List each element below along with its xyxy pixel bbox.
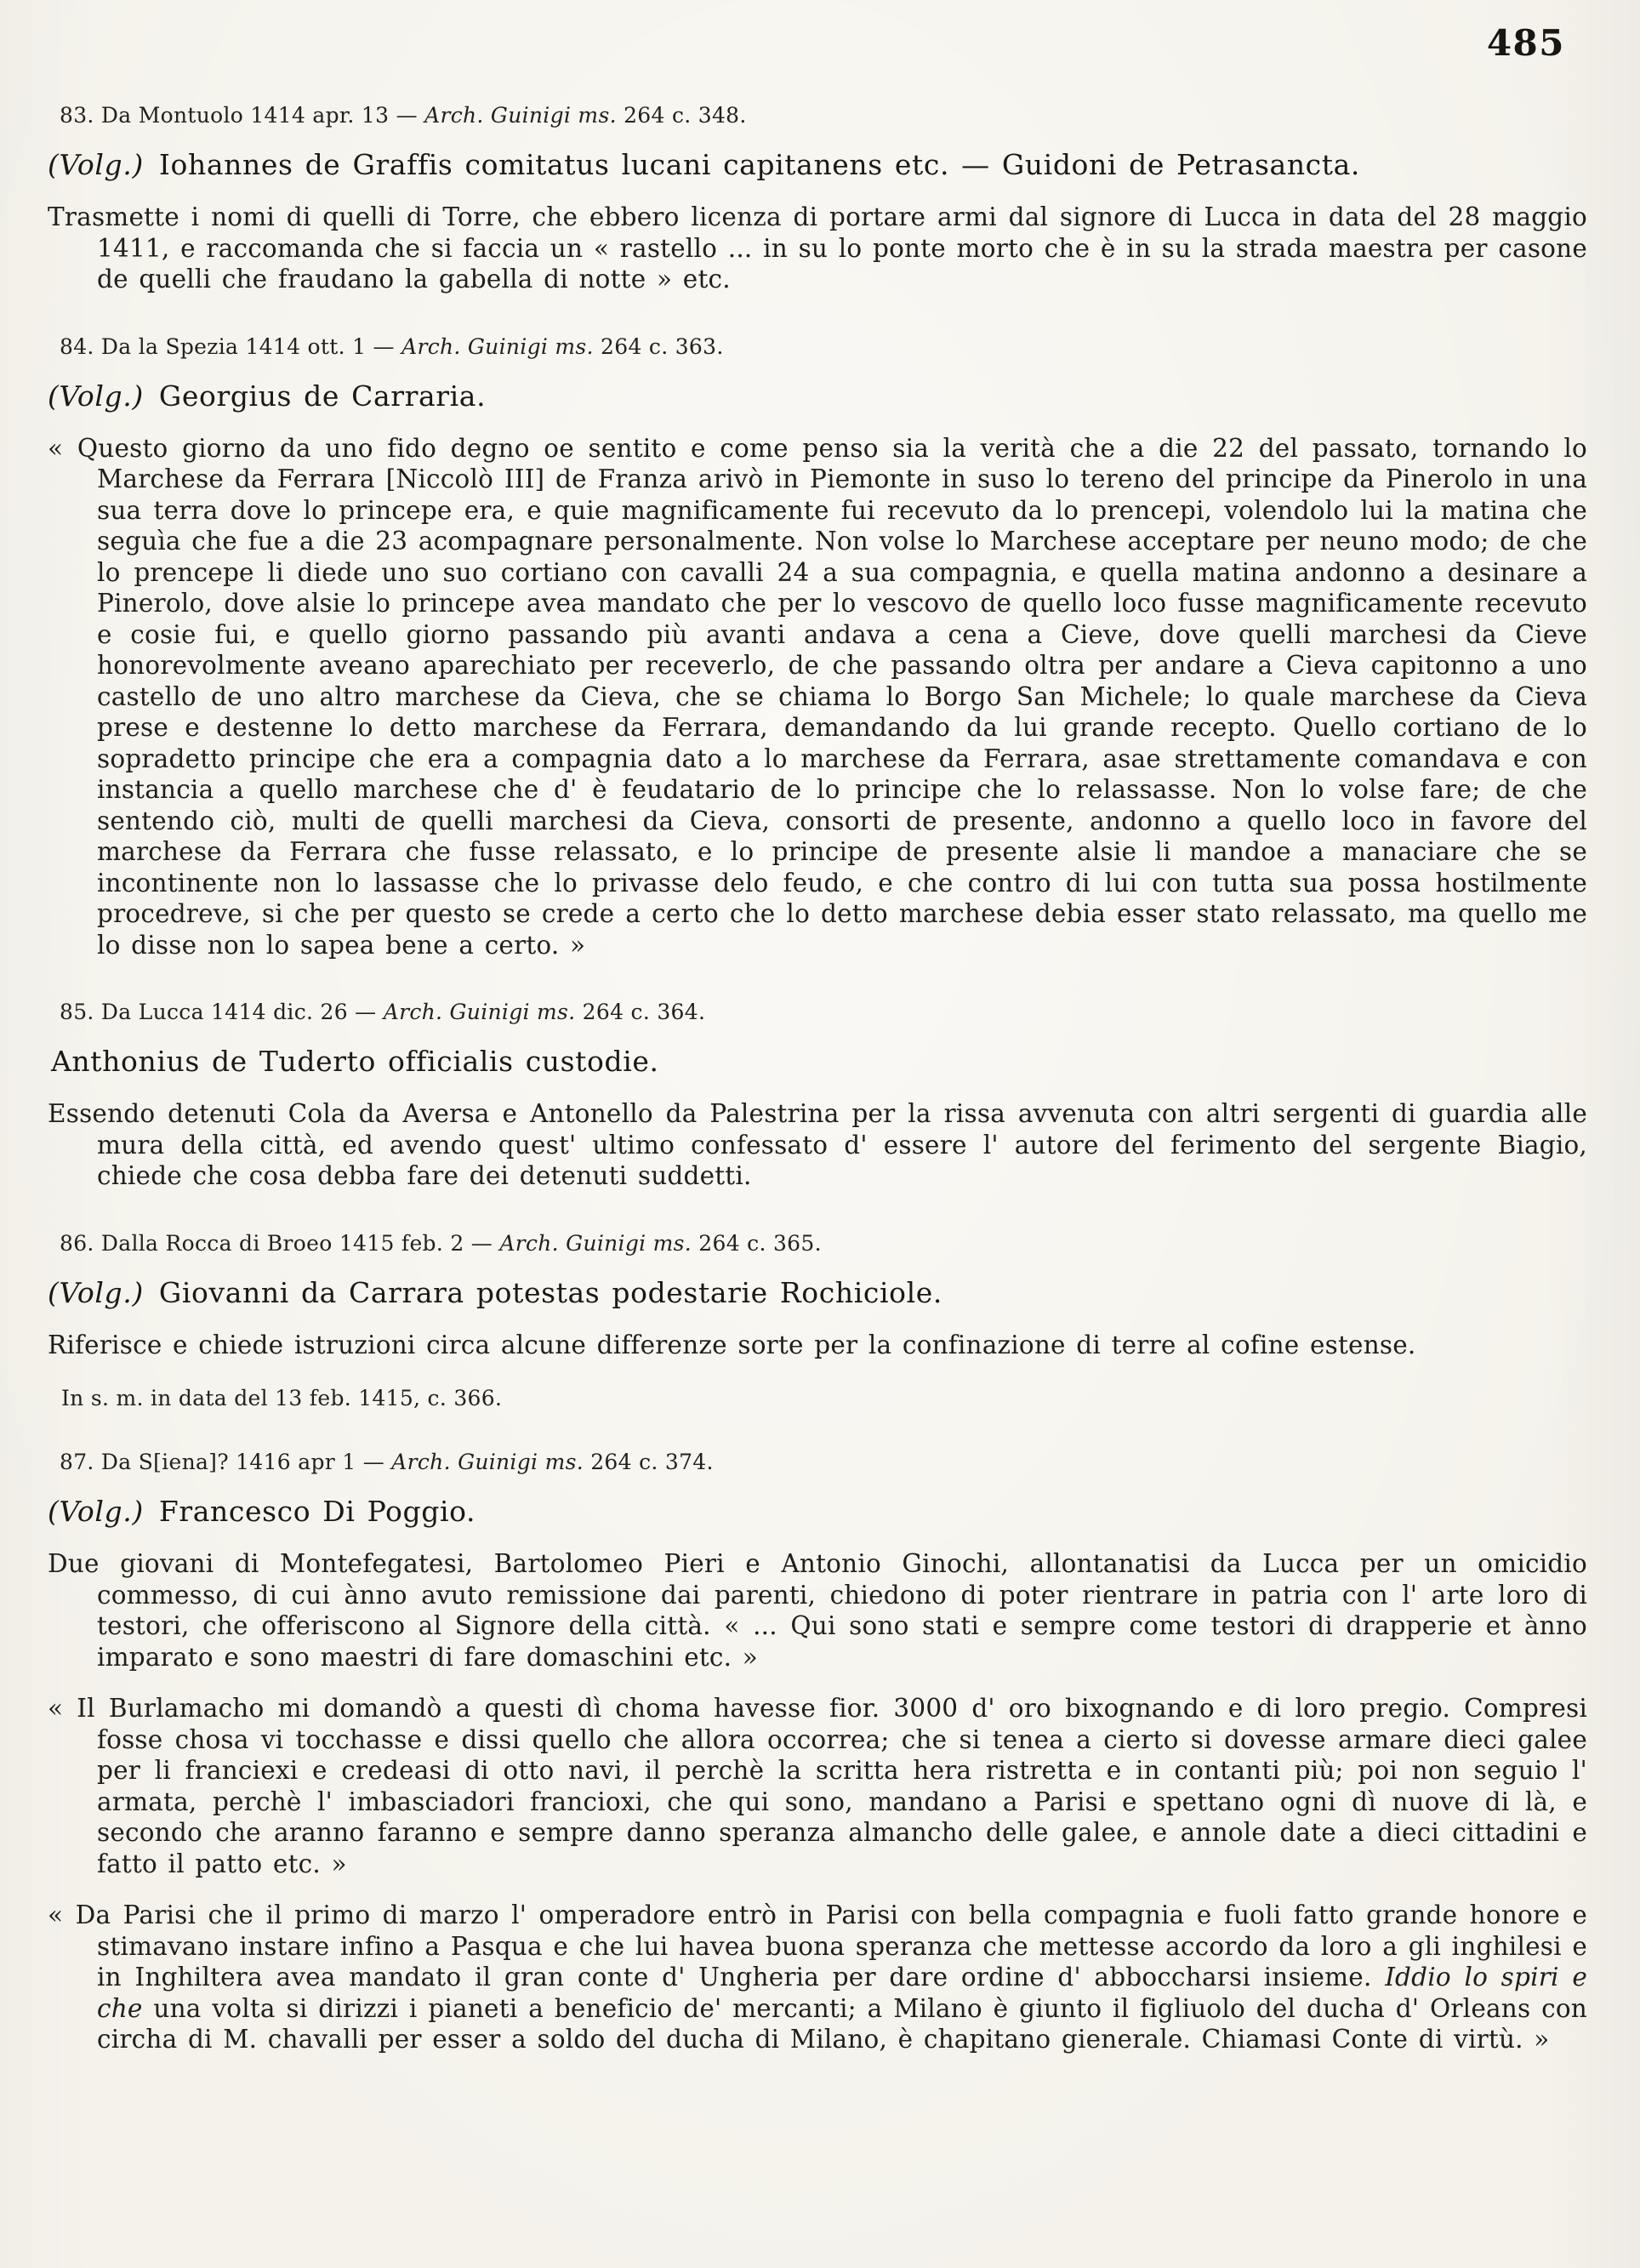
entry-title-text: Anthonius de Tuderto officialis custodie.: [51, 1045, 659, 1078]
archive-reference: Arch. Guinigi ms.: [424, 103, 617, 128]
volg-label: (Volg.): [48, 148, 144, 181]
entry-paragraph: [48, 1900, 1587, 2055]
entry-paragraph: Riferisce e chiede istruzioni circa alcune differenze sorte per la confinazione di terre al cofine estense.: [48, 1330, 1416, 1359]
entry-header: [48, 334, 1587, 359]
entry-header-ref: 264 c. 374.: [583, 1450, 714, 1474]
entry-paragraph: Essendo detenuti Cola da Aversa e Antonello da Palestrina per la rissa avvenuta con altri sergenti di guardia alle mura della città, ed avendo quest' ultimo confessato d' essere l' autore del ferimento del sergente Biagio, chiede che cosa debba fare dei detenuti suddetti.: [48, 1099, 1587, 1190]
entry-87: [48, 1450, 1587, 2055]
entry-header-text: 84. Da la Spezia 1414 ott. 1 —: [60, 333, 402, 359]
entry-header-ref: 264 c. 365.: [692, 1230, 822, 1256]
entry-title: [48, 1495, 1587, 1528]
entry-header-text: 85. Da Lucca 1414 dic. 26 —: [60, 1000, 384, 1024]
archive-reference: Arch. Guinigi ms.: [391, 1450, 584, 1474]
entry-header: [48, 1231, 1587, 1256]
entry-title-text: Francesco Di Poggio.: [146, 1495, 476, 1528]
entry-note: In s. m. in data del 13 feb. 1415, c. 366.: [61, 1386, 503, 1410]
entry-title-text: Giovanni da Carrara potestas podestarie Rochiciole.: [146, 1275, 942, 1309]
paragraph-text: « Da Parisi che il primo di marzo l' omperadore entrò in Parisi con bella compagnia e fuoli fatto grande honore e stimavano instare infino a Pasqua e che lui havea buona speranza che mettesse accordo da loro a gli inghilesi e in Inghiltera avea mandato il gran conte d' Ungheria per dare ordine d' abboccharsi insieme.: [48, 1900, 1587, 1992]
entry-paragraph: « Questo giorno da uno fido degno oe sentito e come penso sia la verità che a die 22 del passato, tornando lo Marchese da Ferrara [Niccolò III] de Franza arivò in Piemonte in suso lo tereno del principe da Pinerolo in una sua terra dove lo princepe era, e quie magnificamente fui recevuto da lo prencepi, volendolo lui la matina che seguìa che fue a die 23 acompagnare personalmente. Non volse lo Marchese acceptare per neuno modo; de che lo prencepe li diede uno suo cortiano con cavalli 24 a sua compagnia, e quella matina andonno a desinare a Pinerolo, dove alsie lo princepe avea mandato che per lo vescovo de quello loco fusse magnificamente recevuto e cosie fui, e quello giorno passando più avanti andava a cena a Cieve, dove quelli marchesi da Cieve honorevolmente aveano aparechiato per receverlo, de che passando oltra per andare a Cieva capitonno a uno castello de uno altro marchese da Cieva, che se chiama lo Borgo San Michele; lo quale marchese da Cieva prese e destenne lo detto marchese da Ferrara, demandando da lui grande recepto. Quello cortiano de lo sopradetto principe che era a compagnia dato a lo marchese da Ferrara, asae strettamente comandava e con instancia a quello marchese che d' è feudatario de lo principe che lo relassasse. Non lo volse fare; de che sentendo ciò, multi de quelli marchesi da Cieva, consorti de presente, andonno a quello loco in favore del marchese da Ferrara che fusse relassato, e lo principe de presente alsie li mandoe a manaciare che se incontinente non lo lassasse che lo privasse delo feudo, e che contro di lui con tutta sua possa hostilmente procedreve, si che per questo se crede a certo che lo detto marchese debia esser stato relassato, ma quello me lo disse non lo sapea bene a certo. »: [48, 433, 1587, 960]
archive-reference: Arch. Guinigi ms.: [499, 1230, 692, 1256]
entry-header-ref: 264 c. 348.: [616, 103, 747, 128]
entry-header: [48, 1000, 1587, 1024]
entry-title: [48, 1276, 1587, 1309]
paragraph-text: una volta si dirizzi i pianeti a beneficio de' mercanti; a Milano è giunto il figliuolo del ducha d' Orleans con circha di M. chavalli per esser a soldo del ducha di Milano, è chapitano gienerale. Chiamasi Conte di virtù. »: [97, 1993, 1587, 2054]
entry-header: [48, 1450, 1587, 1474]
entry-title: [48, 148, 1587, 181]
entry-85: [48, 1000, 1587, 1192]
entry-header-ref: 264 c. 364.: [575, 1000, 706, 1024]
entry-title-text: Georgius de Carraria.: [146, 379, 487, 413]
entry-title: [48, 379, 1587, 413]
entry-paragraph: « Il Burlamacho mi domandò a questi dì choma havesse fior. 3000 d' oro bixognando e di loro pregio. Compresi fosse chosa vi tocchasse e dissi quello che allora occorrea; che si tenea a cierto si dovesse armare dieci galee per li franciexi e credeasi di otto navi, il perchè la scritta hera ristretta e in contanti più; poi non seguio l' armata, perchè l' imbasciadori francioxi, che qui sono, mandano a Parisi e spettano ogni dì nuove di là, e secondo che aranno faranno e sempre danno speranza almancho delle galee, e annole date a dieci cittadini e fatto il patto etc. »: [48, 1694, 1587, 1878]
page-number: 485: [1486, 22, 1565, 64]
entry-header: [48, 103, 1587, 128]
entry-83: [48, 103, 1587, 295]
entry-paragraph: Due giovani di Montefegatesi, Bartolomeo Pieri e Antonio Ginochi, allontanatisi da Lucca per un omicidio commesso, di cui ànno avuto remissione dai parenti, chiedono di poter rientrare in patria con l' arte loro di testori, che offeriscono al Signore della città. « ... Qui sono stati e sempre come testori di drapperie et ànno imparato e sono maestri di fare domaschini etc. »: [48, 1549, 1587, 1672]
archive-reference: Arch. Guinigi ms.: [401, 333, 594, 359]
volg-label: (Volg.): [48, 379, 144, 413]
entry-header-text: 83. Da Montuolo 1414 apr. 13 —: [60, 103, 425, 128]
entry-title-text: Iohannes de Graffis comitatus lucani capitanens etc. — Guidoni de Petrasancta.: [146, 148, 1360, 181]
archive-reference: Arch. Guinigi ms.: [383, 1000, 576, 1024]
entry-header-ref: 264 c. 363.: [593, 333, 724, 359]
volg-label: (Volg.): [48, 1495, 144, 1528]
entry-paragraph: Trasmette i nomi di quelli di Torre, che ebbero licenza di portare armi dal signore di Lucca in data del 28 maggio 1411, e raccomanda che si faccia un « rastello ... in su lo ponte morto che è in su la strada maestra per casone de quelli che fraudano la gabella di notte » etc.: [48, 202, 1587, 293]
entry-title: [48, 1045, 1587, 1078]
entry-header-text: 87. Da S[iena]? 1416 apr 1 —: [60, 1450, 392, 1474]
entry-84: [48, 334, 1587, 961]
entry-86: [48, 1231, 1587, 1411]
volg-label: (Volg.): [48, 1275, 144, 1309]
paragraph-italic-text: Iddio lo spiri e che: [97, 1963, 1587, 2023]
entry-header-text: 86. Dalla Rocca di Broeo 1415 feb. 2 —: [60, 1230, 500, 1256]
